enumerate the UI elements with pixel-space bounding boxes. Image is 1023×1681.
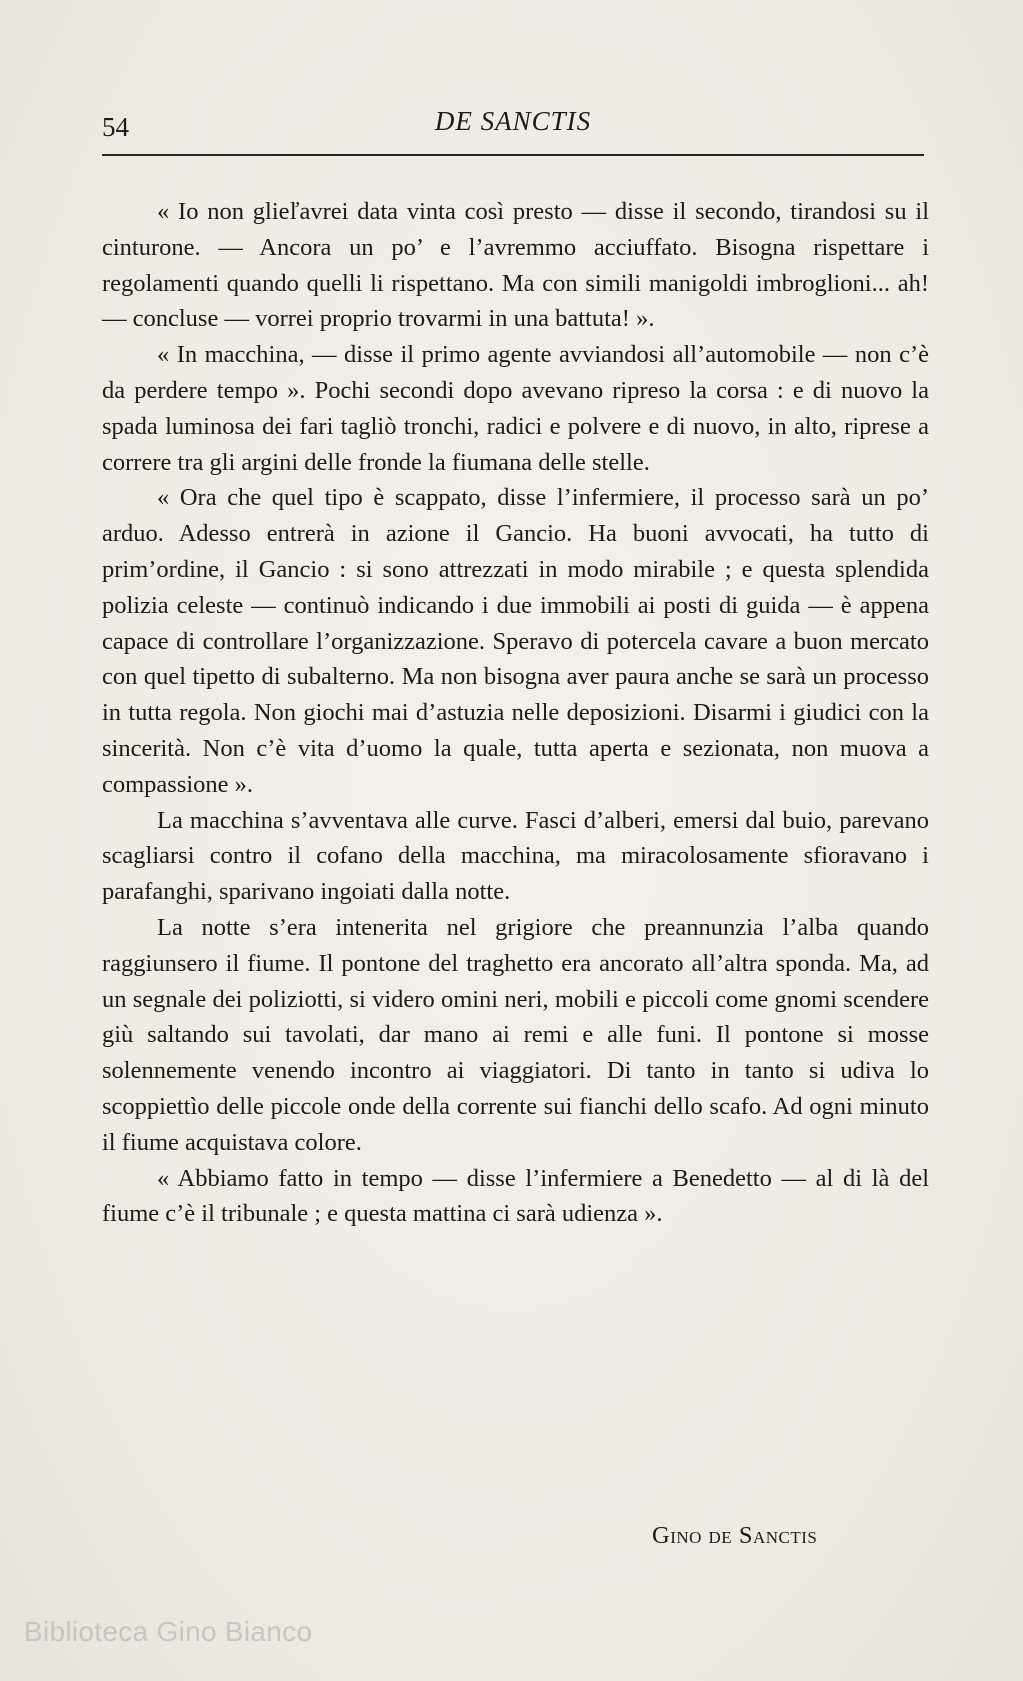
page-header <box>102 104 924 144</box>
running-head: DE SANCTIS <box>434 106 592 136</box>
paragraph: « In macchina, — disse il primo agente avviandosi all’automobile — non c’è da perdere tempo ». Pochi secondi dopo avevano ripreso la corsa : e di nuovo la spada luminosa dei fari tagliò tronchi, radici e polvere e di nuovo, in alto, riprese a correre tra gli argini delle fronde la fiumana delle stelle. <box>102 341 929 476</box>
page-number: 54 <box>102 112 129 142</box>
paragraph: La notte s’era intenerita nel grigiore che preannunzia l’alba quando raggiunsero il fiume. Il pontone del traghetto era ancorato all’altra sponda. Ma, ad un segnale dei poliziotti, si videro omini neri, mobili e piccoli come gnomi scendere giù saltando sui tavolati, dar mano ai remi e alle funi. Il pontone si mosse solennemente venendo incontro ai viaggiatori. Di tanto in tanto si udiva lo scoppiettìo delle piccole onde della corrente sui fianchi dello scafo. Ad ogni minuto il fiume acquistava colore. <box>102 913 929 1156</box>
paragraph: « Io non glieľavrei data vinta così presto — disse il secondo, tirandosi su il cinturone. — Ancora un po’ e l’avremmo acciuffato. Bisogna rispettare i regolamenti quando quelli li rispettano. Ma con simili manigoldi imbroglioni... ah! — concluse — vorrei proprio trovarmi in una battuta! ». <box>102 198 929 333</box>
paragraph: « Ora che quel tipo è scappato, disse l’infermiere, il processo sarà un po’ arduo. Adesso entrerà in azione il Gancio. Ha buoni avvocati, ha tutto di prim’ordine, il Gancio : si sono attrezzati in modo mirabile ; e questa splendida polizia celeste — continuò indicando i due immobili ai posti di guida — è appena capace di controllare l’organizzazione. Speravo di potercela cavare a buon mercato con quel tipetto di subalterno. Ma non bisogna aver paura anche se sarà un processo in tutta regola. Non giochi mai d’astuzia nelle deposizioni. Disarmi i giudici con la sincerità. Non c’è vita d’uomo la quale, tutta aperta e sezionata, non muova a compassione ». <box>102 484 929 798</box>
body-text <box>102 194 929 1232</box>
author-signature: Gino de Sanctis <box>652 1522 818 1549</box>
paragraph: « Abbiamo fatto in tempo — disse l’infermiere a Benedetto — al di là del fiume c’è il tribunale ; e questa mattina ci sarà udienza ». <box>102 1164 929 1228</box>
header-rule <box>102 154 924 156</box>
paragraph: La macchina s’avventava alle curve. Fasci d’alberi, emersi dal buio, parevano scagliarsi contro il cofano della macchina, ma miracolosamente sfioravano i parafanghi, sparivano ingoiati dalla notte. <box>102 806 929 906</box>
library-watermark: Biblioteca Gino Bianco <box>24 1616 313 1647</box>
